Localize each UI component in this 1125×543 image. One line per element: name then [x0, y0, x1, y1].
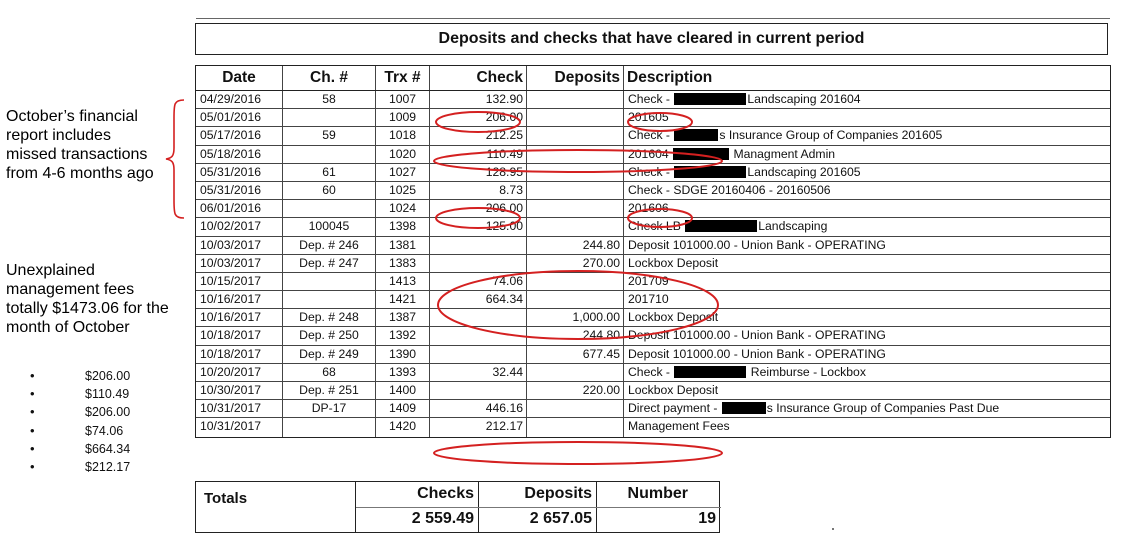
description-text: s Insurance Group of Companies Past Due: [766, 401, 1000, 416]
description-text: Landscaping: [758, 219, 828, 234]
row-check: 132.90: [430, 91, 527, 108]
circle-desc-201605: [628, 113, 692, 131]
row-trx: 1421: [376, 291, 430, 308]
circle-management-fees: [434, 442, 722, 464]
description-text: Landscaping 201604: [747, 92, 861, 106]
row-ch: Dep. # 247: [283, 255, 376, 272]
row-ch: Dep. # 249: [283, 346, 376, 363]
row-deposit: 244.80: [527, 237, 624, 254]
row-trx: 1409: [376, 400, 430, 417]
row-date: 10/16/2017: [196, 291, 283, 308]
row-deposit: 220.00: [527, 382, 624, 399]
row-deposit: 1,000.00: [527, 309, 624, 326]
description-text: Check -: [628, 92, 674, 106]
description-text: s Insurance Group of Companies 201605: [719, 128, 943, 143]
row-trx: 1383: [376, 255, 430, 272]
header-ch: Ch. #: [283, 66, 376, 90]
row-deposit: 677.45: [527, 346, 624, 363]
description-text: Management Fees: [628, 419, 730, 434]
row-date: 05/01/2016: [196, 109, 283, 126]
row-date: 10/18/2017: [196, 327, 283, 344]
row-check: 8.73: [430, 182, 527, 199]
circle-check-206-may: [436, 112, 520, 132]
row-ch: Dep. # 250: [283, 327, 376, 344]
row-deposit: 244.80: [527, 327, 624, 344]
row-trx: 1393: [376, 364, 430, 381]
description-text: 201606: [628, 201, 669, 216]
row-ch: Dep. # 251: [283, 382, 376, 399]
row-date: 05/31/2016: [196, 182, 283, 199]
row-ch: Dep. # 246: [283, 237, 376, 254]
row-date: 10/20/2017: [196, 364, 283, 381]
description-text: Reimburse - Lockbox: [747, 364, 866, 379]
row-date: 10/31/2017: [196, 400, 283, 417]
row-check: 206.00: [430, 200, 527, 217]
row-date: 05/17/2016: [196, 127, 283, 144]
row-check: 128.95: [430, 164, 527, 181]
number-label: Number: [627, 485, 688, 502]
circle-check-206-jun: [436, 208, 520, 228]
row-date: 05/18/2016: [196, 146, 283, 163]
row-trx: 1025: [376, 182, 430, 199]
deposits-label: Deposits: [524, 485, 592, 502]
row-date: 06/01/2016: [196, 200, 283, 217]
description-text: Lockbox Deposit: [628, 255, 719, 270]
row-check: 212.25: [430, 127, 527, 144]
row-ch: Dep. # 248: [283, 309, 376, 326]
fee-item: • $74.06: [30, 422, 130, 440]
row-ch: 60: [283, 182, 376, 199]
row-trx: 1009: [376, 109, 430, 126]
description-text: 201709: [628, 273, 669, 288]
row-check: 125.00: [430, 218, 527, 235]
row-date: 10/30/2017: [196, 382, 283, 399]
row-trx: 1007: [376, 91, 430, 108]
description-text: 201604: [628, 146, 673, 161]
row-check: 212.17: [430, 418, 527, 436]
row-deposit: 270.00: [527, 255, 624, 272]
row-date: 04/29/2016: [196, 91, 283, 108]
row-date: 10/03/2017: [196, 237, 283, 254]
checks-value: 2 559.49: [411, 510, 474, 527]
row-trx: 1027: [376, 164, 430, 181]
row-check: 32.44: [430, 364, 527, 381]
description-text: Direct payment -: [628, 401, 721, 416]
unexplained-fees-note: Unexplained management fees totally $1473.06 for the month of October: [6, 262, 169, 336]
row-check: 664.34: [430, 291, 527, 308]
description-text: Lockbox Deposit: [628, 383, 719, 397]
description-text: Lockbox Deposit: [628, 310, 719, 325]
scan-speck: [832, 528, 834, 530]
row-date: 10/03/2017: [196, 255, 283, 272]
description-text: Managment Admin: [730, 146, 836, 161]
row-trx: 1387: [376, 309, 430, 326]
missed-transactions-note: October’s financial report includes missed transactions from 4-6 months ago: [6, 108, 154, 182]
description-text: Deposit 101000.00 - Union Bank - OPERATING: [628, 346, 886, 361]
row-trx: 1381: [376, 237, 430, 254]
description-text: Check -: [628, 128, 674, 143]
row-date: 05/31/2016: [196, 164, 283, 181]
row-ch: 58: [283, 91, 376, 108]
totals-rule: [356, 507, 721, 508]
circle-110-49: [434, 150, 722, 172]
fee-item: • $664.34: [30, 440, 130, 458]
deposits-value: 2 657.05: [529, 510, 592, 527]
row-trx: 1020: [376, 146, 430, 163]
row-trx: 1398: [376, 218, 430, 235]
row-check: 206.00: [430, 109, 527, 126]
row-trx: 1420: [376, 418, 430, 436]
fee-item: • $110.49: [30, 385, 130, 403]
description-text: Check - SDGE 20160406 - 20160506: [628, 182, 831, 197]
row-check: 74.06: [430, 273, 527, 290]
description-text: 201710: [628, 292, 669, 307]
row-date: 10/16/2017: [196, 309, 283, 326]
circle-oct-fees: [438, 271, 718, 339]
description-text: Landscaping 201605: [747, 164, 861, 179]
description-text: Check -: [628, 164, 674, 179]
fee-item: • $206.00: [30, 367, 130, 385]
row-ch: 100045: [283, 218, 376, 235]
checks-label: Checks: [417, 485, 474, 502]
number-value: 19: [698, 510, 716, 527]
row-trx: 1024: [376, 200, 430, 217]
row-check: 446.16: [430, 400, 527, 417]
description-text: Check LB: [628, 219, 685, 234]
row-check: 110.49: [430, 146, 527, 163]
description-text: Deposit 101000.00 - Union Bank - OPERATING: [628, 328, 886, 343]
row-trx: 1018: [376, 127, 430, 144]
header-trx: Trx #: [376, 66, 430, 90]
row-date: 10/15/2017: [196, 273, 283, 290]
row-date: 10/02/2017: [196, 218, 283, 235]
header-date: Date: [196, 66, 283, 90]
header-check: Check: [430, 66, 527, 90]
row-ch: DP-17: [283, 400, 376, 417]
row-ch: 59: [283, 127, 376, 144]
row-date: 10/31/2017: [196, 418, 283, 436]
description-text: Deposit 101000.00 - Union Bank - OPERATING: [628, 237, 886, 252]
header-description: Description: [627, 69, 713, 86]
totals-label: Totals: [196, 482, 356, 532]
table-title: Deposits and checks that have cleared in current period: [195, 23, 1108, 55]
description-text: 201605: [628, 110, 669, 125]
row-ch: 61: [283, 164, 376, 181]
fee-item: • $212.17: [30, 458, 130, 476]
fee-item: • $206.00: [30, 403, 130, 421]
circle-desc-201606: [628, 209, 692, 227]
row-ch: 68: [283, 364, 376, 381]
totals-box: [195, 481, 720, 533]
row-trx: 1390: [376, 346, 430, 363]
row-date: 10/18/2017: [196, 346, 283, 363]
row-trx: 1400: [376, 382, 430, 399]
header-deposits: Deposits: [527, 66, 624, 90]
row-trx: 1413: [376, 273, 430, 290]
description-text: Check -: [628, 364, 674, 379]
row-trx: 1392: [376, 327, 430, 344]
